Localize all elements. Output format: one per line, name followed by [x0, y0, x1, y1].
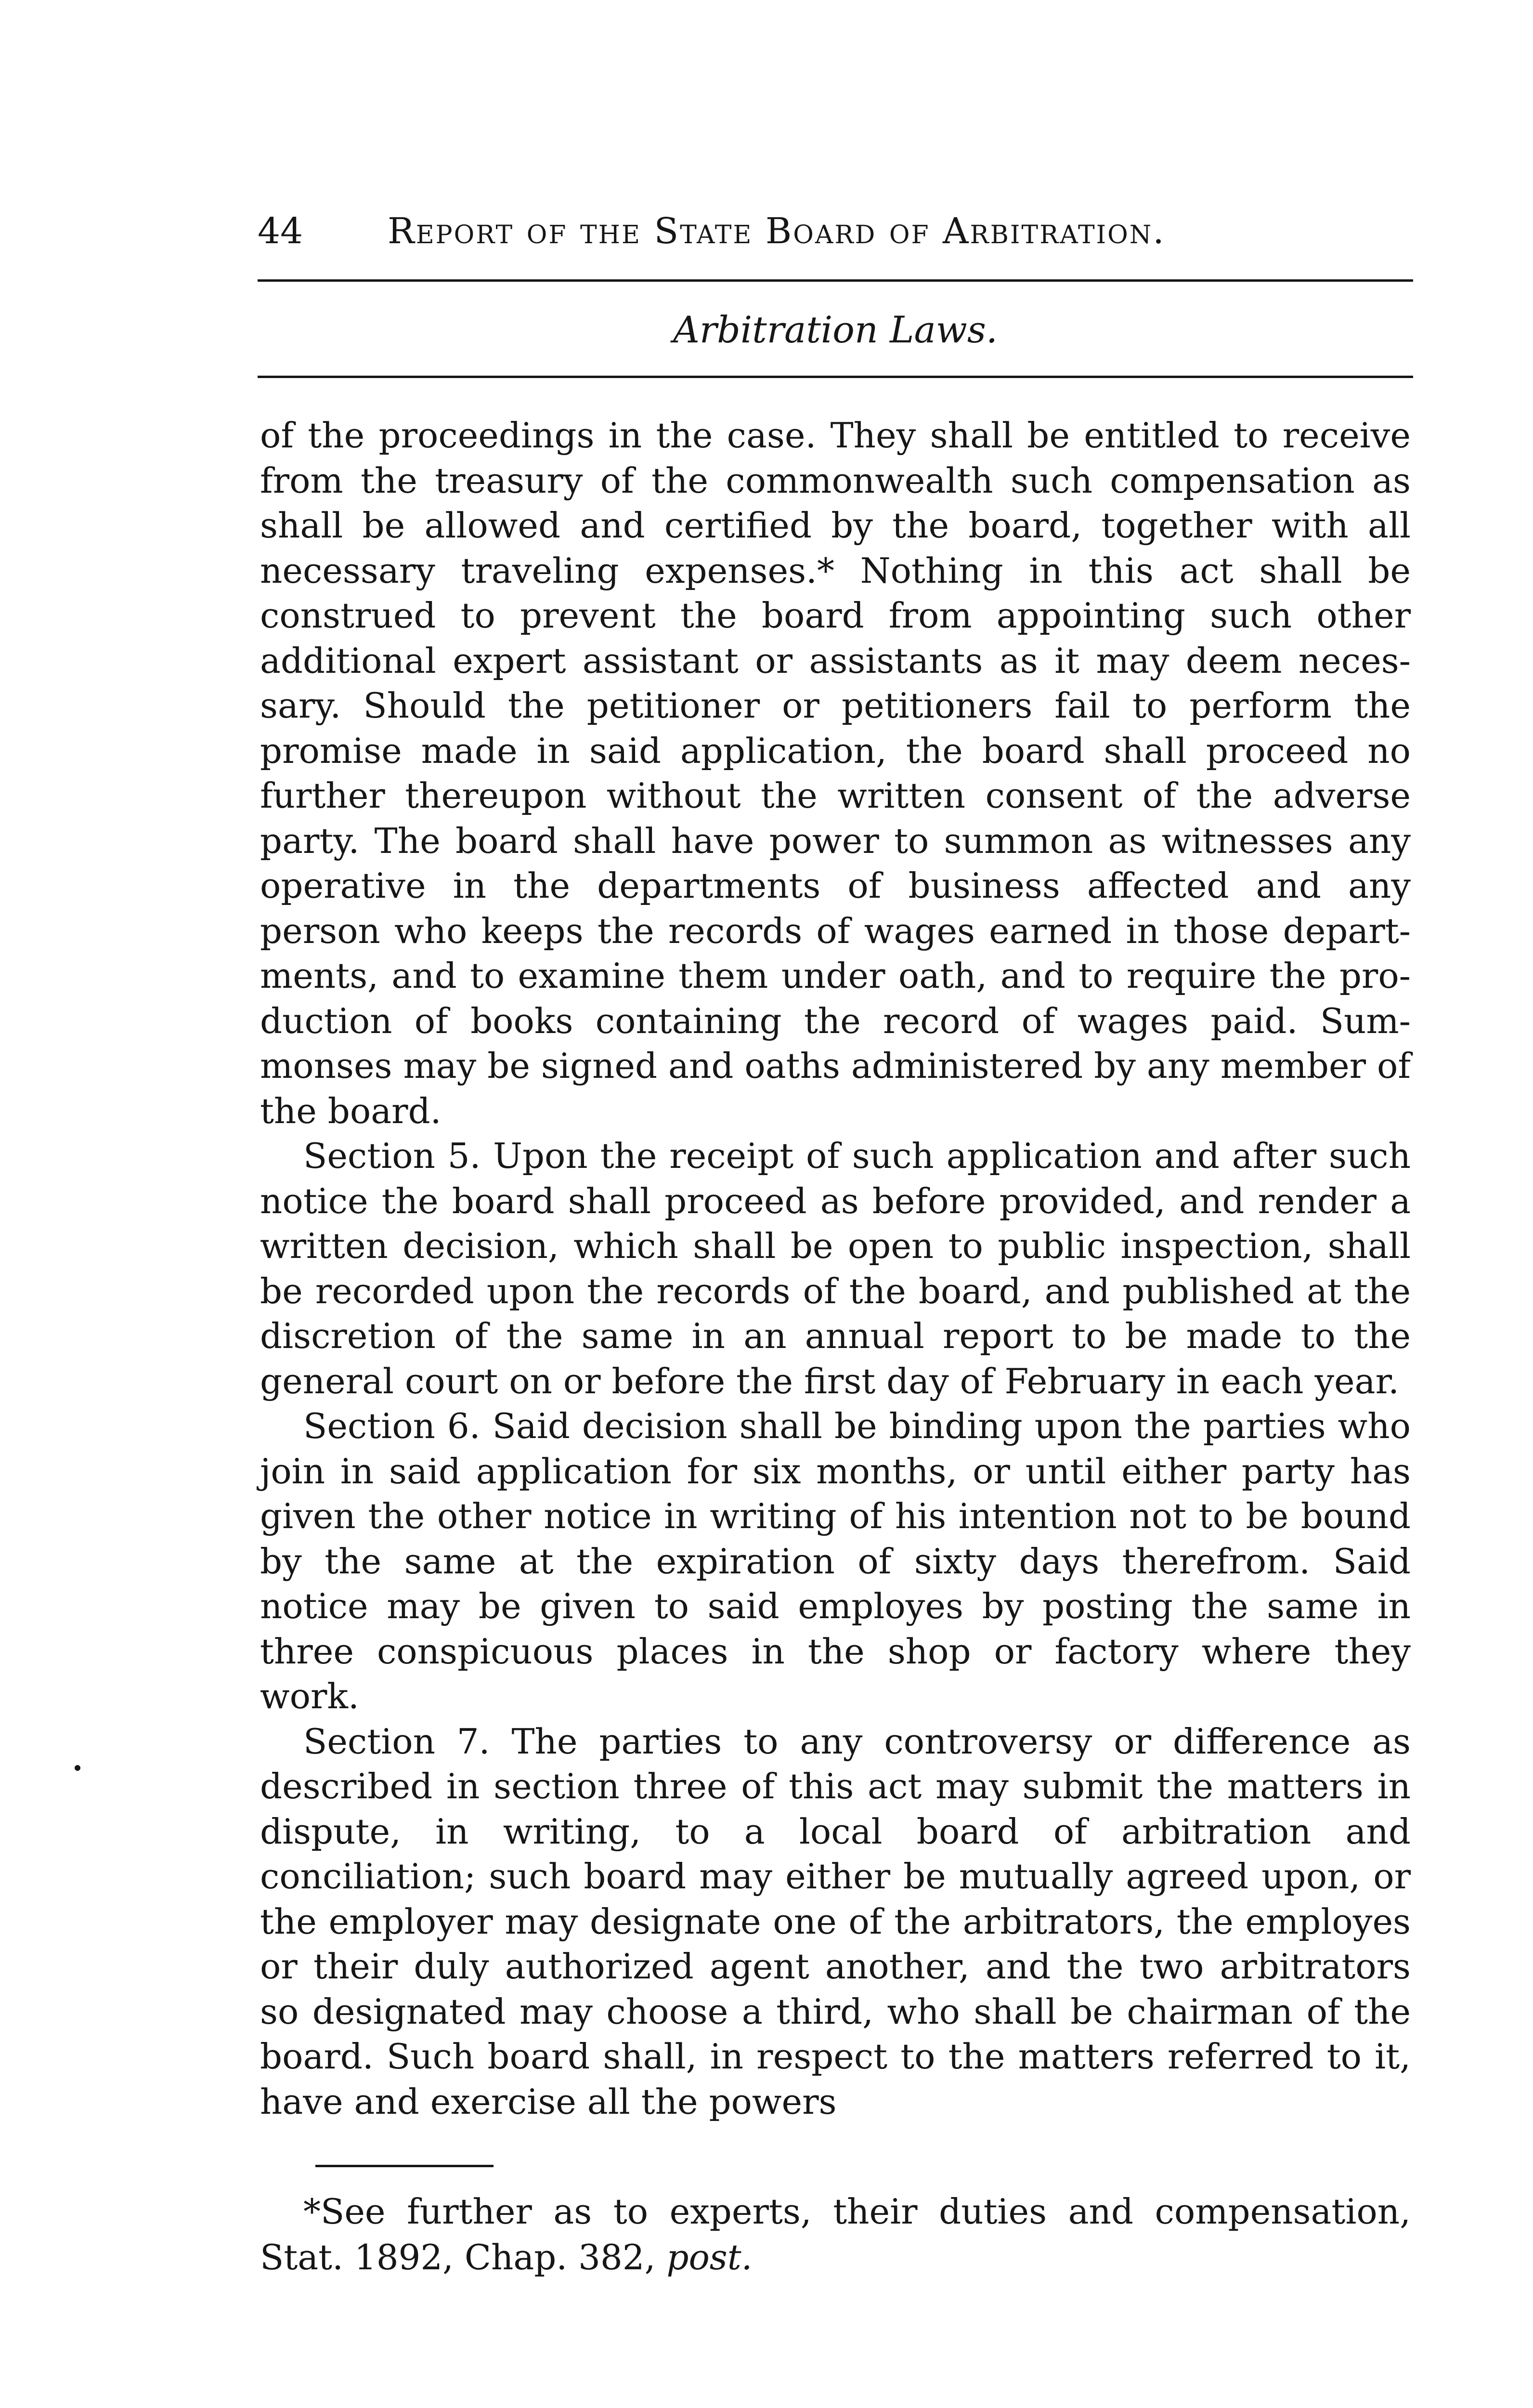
footnote-text: *See further as to experts, their duties and compensation, Stat. 1892, Chap. 382, — [260, 2191, 1411, 2277]
footnote-paragraph — [260, 2189, 1411, 2280]
paragraph-section-7: Section 7. The parties to any controversy or difference as described in section three of this act may submit the matters in dispute, in writing, to a local board of arbitration and conciliation; such board may either be mutually agreed upon, or the employer may designate one of the arbitrators, the employes or their duly authorized agent another, and the two arbitrators so designated may choose a third, who shall be chairman of the board. Such board shall, in respect to the matters referred to it, have and exercise all the powers — [260, 1721, 1411, 2122]
footnote — [260, 2189, 1411, 2280]
section-heading-rule — [258, 376, 1413, 378]
paragraph-section-6: Section 6. Said decision shall be binding upon the parties who join in said application for six months, or until either party has given the other notice in writing of his intention not to be bound by the same at the expiration of sixty days therefrom. Said notice may be given to said employes by posting the same in three conspicuous places in the shop or factory where they work. — [260, 1406, 1411, 1716]
paragraph-section-5: Section 5. Upon the receipt of such application and after such notice the board shall proceed as before provided, and render a written decision, which shall be open to public inspection, shall be recorded upon the records of the board, and published at the discretion of the same in an annual report to be made to the general court on or before the first day of February in each year. — [260, 1136, 1411, 1401]
section-heading: Arbitration Laws. — [673, 308, 998, 351]
body-text — [260, 413, 1411, 2124]
paragraph-continued: of the proceedings in the case. They shall be entitled to receive from the treasury of the commonwealth such compensation as shall be allowed and certified by the board, together with all necessary traveling expenses.* Nothing in this act shall be construed to prevent the board from appointing such other additional expert assistant or assistants as it may deem necessary. Should the petitioner or petitioners fail to perform the promise made in said application, the board shall proceed no further thereupon without the written consent of the adverse party. The board shall have power to summon as witnesses any operative in the departments of business affected and any person who keeps the records of wages earned in those departments, and to examine them under oath, and to require the production of books containing the record of wages paid. Summonses may be signed and oaths administered by any member of the board. — [260, 415, 1411, 1131]
footnote-rule — [315, 2165, 494, 2167]
page-header — [258, 205, 1413, 258]
header-rule — [258, 279, 1413, 282]
page-number: 44 — [258, 210, 303, 252]
margin-speck — [75, 1765, 80, 1771]
footnote-italic-tail: post. — [666, 2237, 753, 2277]
running-head: Report of the State Board of Arbitration. — [388, 210, 1166, 252]
